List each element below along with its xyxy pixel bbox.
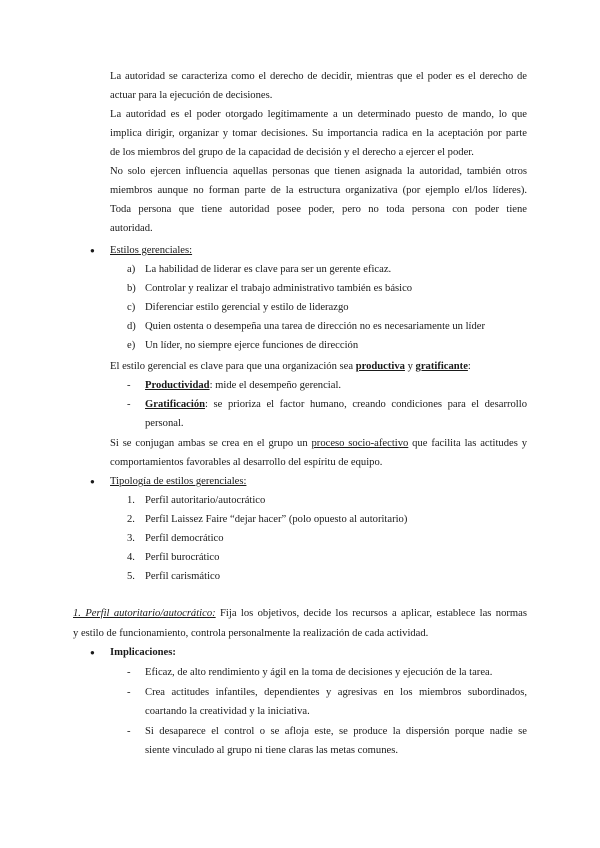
clave-text: :	[467, 361, 471, 372]
list-marker: a)	[127, 264, 136, 275]
implicacion-item-cont: coartando la creatividad y la iniciativa.	[145, 706, 310, 717]
gratificacion-text: : se prioriza el factor humano, creando condiciones para el desarrollo	[205, 399, 527, 410]
conjugan-text: que facilita las actitudes y	[408, 438, 527, 449]
list-marker: 1.	[127, 495, 135, 506]
perfil1-text: Fija los objetivos, decide los recursos a aplicar, establece las normas	[215, 608, 527, 619]
section-heading-estilos: Estilos gerenciales:	[110, 245, 193, 256]
intro-line: miembros aunque no forman parte de la estructura organizativa (por ejemplo el/los líderes).	[110, 185, 527, 196]
dash-marker: -	[127, 399, 131, 410]
intro-line: actuar para la ejecución de decisiones.	[110, 90, 273, 101]
clave-text: El estilo gerencial es clave para que una organización sea	[110, 361, 356, 372]
list-item: Controlar y realizar el trabajo administrativo también es básico	[145, 283, 413, 294]
implicacion-item-cont: siente vinculado al grupo ni tiene claras las metas comunes.	[145, 745, 398, 756]
bullet-icon: ●	[90, 246, 95, 255]
gratificacion-text-cont: personal.	[145, 418, 184, 429]
intro-line: No solo ejercen influencia aquellas personas que tienen asignada la autoridad, también otros	[110, 166, 527, 177]
productividad-text: : mide el desempeño gerencial.	[209, 380, 342, 391]
term-productiva: productiva	[355, 361, 405, 372]
term-productividad: Productividad	[145, 380, 210, 391]
productividad-item	[145, 379, 341, 392]
list-marker: 3.	[127, 533, 135, 544]
list-item: La habilidad de liderar es clave para ser un gerente eficaz.	[145, 264, 392, 275]
list-item: Perfil Laissez Faire “dejar hacer” (polo opuesto al autoritario)	[145, 514, 408, 525]
intro-line: La autoridad se caracteriza como el derecho de decidir, mientras que el poder es el derecho de	[110, 71, 527, 82]
intro-line: La autoridad es el poder otorgado legítimamente a un determinado puesto de mando, lo que	[110, 109, 527, 120]
term-gratificacion: Gratificación	[145, 399, 206, 410]
implicacion-item: Si desaparece el control o se afloja este, se produce la dispersión porque nadie se	[145, 726, 527, 737]
list-item: Perfil carismático	[145, 571, 221, 582]
intro-line: autoridad.	[110, 223, 153, 234]
implicacion-item: Crea actitudes infantiles, dependientes y agresivas en los miembros subordinados,	[145, 687, 527, 698]
list-item: Perfil autoritario/autocrático	[145, 495, 266, 506]
list-marker: 4.	[127, 552, 135, 563]
list-item: Perfil democrático	[145, 533, 224, 544]
list-marker: d)	[127, 321, 136, 332]
dash-marker: -	[127, 687, 131, 698]
dash-marker: -	[127, 380, 131, 391]
list-marker: e)	[127, 340, 136, 351]
section-heading-tipologia: Tipología de estilos gerenciales:	[110, 476, 247, 487]
list-item: Un líder, no siempre ejerce funciones de dirección	[145, 340, 359, 351]
dash-marker: -	[127, 726, 131, 737]
dash-marker: -	[127, 667, 131, 678]
intro-line: Toda persona que tiene autoridad posee poder, pero no toda persona con poder tiene	[110, 204, 527, 215]
conjugan-text: Si se conjugan ambas se crea en el grupo un	[110, 438, 312, 449]
clave-sentence	[110, 360, 471, 373]
list-marker: c)	[127, 302, 136, 313]
perfil1-text-cont: y estilo de funcionamiento, controla personalmente la realización de cada actividad.	[73, 628, 429, 639]
conjugan-sentence	[110, 437, 527, 450]
gratificacion-item	[145, 398, 527, 411]
intro-line: implica dirigir, organizar y tomar decisiones. Su importancia radica en la aceptación por parte	[110, 128, 527, 139]
list-marker: b)	[127, 283, 136, 294]
intro-line: de los miembros del grupo de la capacidad de decisión y el derecho a ejercer el poder.	[110, 147, 474, 158]
list-item: Diferenciar estilo gerencial y estilo de liderazgo	[145, 302, 349, 313]
bullet-icon: ●	[90, 477, 95, 486]
conjugan-text-cont: comportamientos favorables al desarrollo del espíritu de equipo.	[110, 457, 383, 468]
list-marker: 2.	[127, 514, 135, 525]
term-gratificante: gratificante	[415, 361, 468, 372]
term-proceso-socio-afectivo: proceso socio-afectivo	[311, 438, 409, 449]
perfil1-title: 1. Perfil autoritario/autocrático:	[73, 608, 216, 619]
implicaciones-heading: Implicaciones:	[110, 647, 176, 658]
list-item: Perfil burocrático	[145, 552, 220, 563]
list-marker: 5.	[127, 571, 135, 582]
implicacion-item: Eficaz, de alto rendimiento y ágil en la toma de decisiones y ejecución de la tarea.	[145, 667, 493, 678]
perfil1-description	[73, 607, 527, 620]
clave-text: y	[404, 361, 416, 372]
bullet-icon: ●	[90, 648, 95, 657]
list-item: Quien ostenta o desempeña una tarea de dirección no es necesariamente un líder	[145, 321, 486, 332]
